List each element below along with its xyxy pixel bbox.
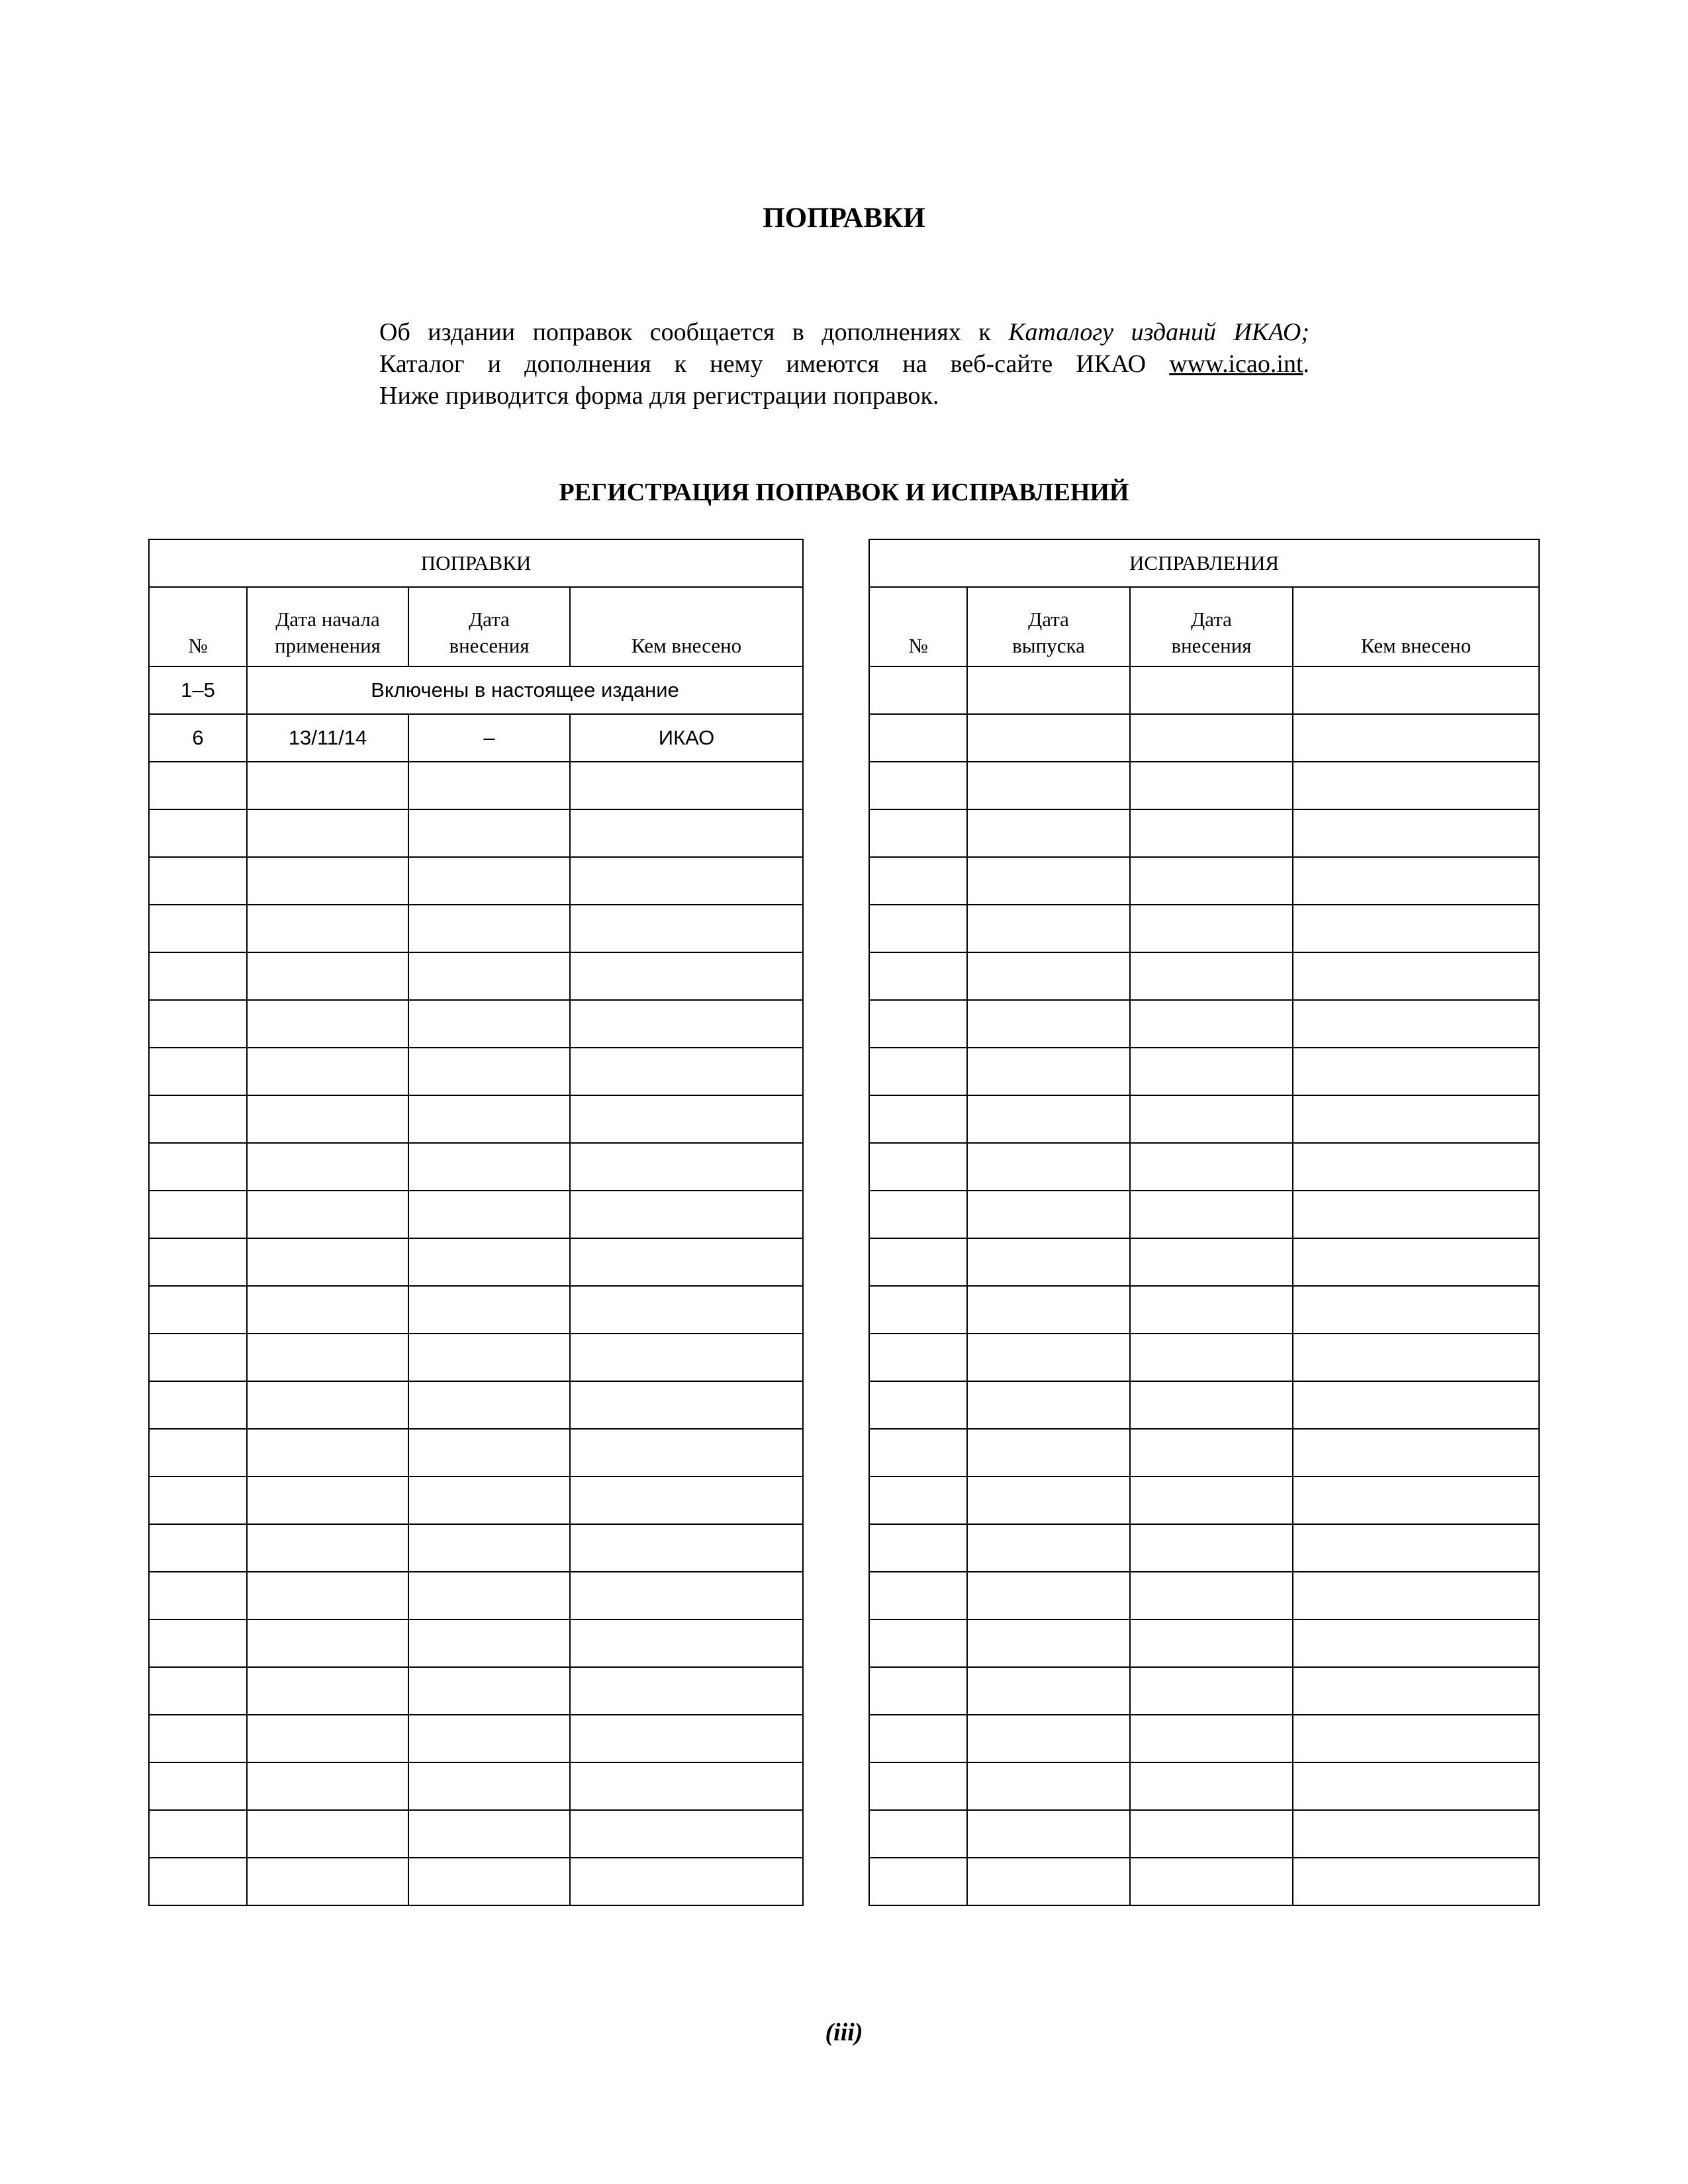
table-cell — [869, 1762, 967, 1810]
table-cell — [570, 1191, 803, 1238]
table-cell — [408, 857, 570, 905]
amendment-column-header — [149, 587, 247, 666]
amendments-table — [148, 539, 804, 1906]
table-cell — [408, 1429, 570, 1477]
table-cell — [247, 857, 408, 905]
table-row — [869, 1334, 1539, 1381]
table-cell — [149, 1858, 247, 1905]
table-cell — [1130, 857, 1293, 905]
table-row — [149, 666, 803, 714]
icao-website-link[interactable]: www.icao.int — [1169, 350, 1303, 378]
column-header-line — [1293, 606, 1538, 633]
intro-line-2 — [379, 348, 1309, 380]
table-cell — [1130, 666, 1293, 714]
table-row — [149, 1762, 803, 1810]
table-cell — [1130, 1619, 1293, 1667]
table-cell — [1130, 1286, 1293, 1334]
table-cell — [967, 809, 1130, 857]
table-cell — [869, 1667, 967, 1715]
table-cell — [570, 857, 803, 905]
table-row — [869, 1095, 1539, 1143]
table-cell — [869, 857, 967, 905]
table-cell — [1130, 1810, 1293, 1858]
table-cell — [570, 1524, 803, 1572]
table-cell — [570, 1858, 803, 1905]
table-row — [869, 762, 1539, 809]
table-cell — [1293, 809, 1539, 857]
table-cell — [1130, 1572, 1293, 1619]
table-cell — [1130, 1429, 1293, 1477]
table-cell — [570, 1477, 803, 1524]
table-cell — [408, 1762, 570, 1810]
table-cell — [869, 666, 967, 714]
table-cell — [967, 1000, 1130, 1048]
table-cell — [967, 666, 1130, 714]
table-cell: 6 — [149, 714, 247, 762]
table-cell — [869, 1619, 967, 1667]
table-cell — [967, 1619, 1130, 1667]
table-cell — [247, 1858, 408, 1905]
table-cell — [869, 809, 967, 857]
table-row — [869, 1858, 1539, 1905]
intro-line-3: Ниже приводится форма для регистрации поправок. — [379, 382, 939, 410]
table-cell — [1130, 714, 1293, 762]
table-cell — [967, 1334, 1130, 1381]
table-row — [149, 857, 803, 905]
corrigendum-column-header — [967, 587, 1130, 666]
table-row — [869, 1667, 1539, 1715]
table-cell — [869, 1715, 967, 1762]
table-cell — [869, 762, 967, 809]
table-cell — [1293, 1619, 1539, 1667]
corrigenda-group-header: ИСПРАВЛЕНИЯ — [869, 539, 1539, 587]
table-row — [149, 1095, 803, 1143]
table-cell — [149, 952, 247, 1000]
table-cell — [408, 1286, 570, 1334]
table-cell — [247, 1191, 408, 1238]
table-cell — [149, 1762, 247, 1810]
table-row — [869, 1477, 1539, 1524]
table-cell — [1293, 1762, 1539, 1810]
table-row — [149, 1524, 803, 1572]
table-cell — [408, 1715, 570, 1762]
table-cell — [408, 1238, 570, 1286]
table-cell — [570, 1143, 803, 1191]
table-cell — [408, 809, 570, 857]
table-cell — [570, 1000, 803, 1048]
table-cell — [149, 1619, 247, 1667]
table-cell — [967, 1143, 1130, 1191]
column-header-line: Дата — [1028, 608, 1069, 631]
table-cell — [869, 952, 967, 1000]
amendment-number-cell: 1–5 — [149, 666, 247, 714]
table-cell — [869, 714, 967, 762]
table-cell — [869, 1810, 967, 1858]
table-cell — [869, 1191, 967, 1238]
table-cell — [1130, 905, 1293, 952]
table-cell — [247, 1762, 408, 1810]
table-cell — [1130, 1095, 1293, 1143]
table-cell — [149, 1524, 247, 1572]
table-cell — [570, 1619, 803, 1667]
table-cell — [967, 1048, 1130, 1095]
column-header-line: Кем внесено — [1360, 634, 1472, 657]
table-cell — [570, 952, 803, 1000]
column-header-line: Дата начала — [275, 608, 380, 631]
table-cell — [149, 1143, 247, 1191]
table-cell: 13/11/14 — [247, 714, 408, 762]
table-cell — [1293, 1143, 1539, 1191]
table-cell — [1293, 1238, 1539, 1286]
table-cell — [570, 1810, 803, 1858]
table-cell — [149, 1381, 247, 1429]
table-row — [869, 1762, 1539, 1810]
table-cell — [1130, 1048, 1293, 1095]
table-cell — [1293, 714, 1539, 762]
table-row — [869, 809, 1539, 857]
table-cell — [247, 1286, 408, 1334]
table-row — [869, 905, 1539, 952]
table-cell — [570, 1715, 803, 1762]
table-cell — [1293, 1381, 1539, 1429]
table-cell — [408, 1619, 570, 1667]
table-cell — [1130, 809, 1293, 857]
table-cell — [869, 1000, 967, 1048]
table-row — [149, 1619, 803, 1667]
table-row — [149, 1715, 803, 1762]
catalog-reference: Каталогу изданий ИКАО; — [1008, 318, 1309, 346]
table-cell — [149, 905, 247, 952]
table-row — [869, 1048, 1539, 1095]
table-cell — [967, 1381, 1130, 1429]
table-cell — [967, 1810, 1130, 1858]
table-cell — [869, 1238, 967, 1286]
table-cell — [247, 1381, 408, 1429]
table-cell — [1130, 762, 1293, 809]
table-cell — [1293, 1810, 1539, 1858]
table-cell — [1130, 1667, 1293, 1715]
table-cell — [1130, 1000, 1293, 1048]
table-cell — [570, 762, 803, 809]
intro-line-1 — [379, 316, 1309, 348]
table-cell — [869, 1048, 967, 1095]
table-cell: – — [408, 714, 570, 762]
table-row — [869, 1191, 1539, 1238]
table-cell — [1130, 1762, 1293, 1810]
table-cell — [247, 1000, 408, 1048]
table-row — [149, 1191, 803, 1238]
column-header-line: внесения — [1171, 634, 1252, 657]
table-cell — [408, 1048, 570, 1095]
table-cell — [967, 1858, 1130, 1905]
table-cell — [149, 1095, 247, 1143]
table-cell — [967, 905, 1130, 952]
table-row — [869, 1238, 1539, 1286]
table-cell — [149, 1334, 247, 1381]
table-cell — [869, 1858, 967, 1905]
table-cell — [247, 905, 408, 952]
table-cell — [1130, 1238, 1293, 1286]
table-cell — [570, 1095, 803, 1143]
column-header-line — [870, 606, 966, 633]
table-cell — [570, 1429, 803, 1477]
table-row — [149, 1429, 803, 1477]
table-cell — [408, 1381, 570, 1429]
table-cell — [408, 1095, 570, 1143]
table-row — [149, 714, 803, 762]
column-header-line: внесения — [449, 634, 530, 657]
section-title: РЕГИСТРАЦИЯ ПОПРАВОК И ИСПРАВЛЕНИЙ — [559, 478, 1129, 506]
table-cell — [247, 1048, 408, 1095]
table-cell — [869, 1524, 967, 1572]
table-cell — [967, 1429, 1130, 1477]
table-cell — [869, 1477, 967, 1524]
table-cell — [869, 1143, 967, 1191]
table-row — [869, 666, 1539, 714]
table-cell — [1293, 1048, 1539, 1095]
table-cell — [869, 1334, 967, 1381]
table-cell — [967, 1191, 1130, 1238]
table-row — [869, 1810, 1539, 1858]
table-row — [149, 1334, 803, 1381]
table-cell — [1293, 1524, 1539, 1572]
table-cell — [570, 1238, 803, 1286]
amendment-column-header — [408, 587, 570, 666]
table-cell — [967, 952, 1130, 1000]
table-cell — [967, 1715, 1130, 1762]
table-cell — [247, 809, 408, 857]
table-cell — [1293, 1429, 1539, 1477]
table-cell — [149, 1000, 247, 1048]
column-header-line: Дата — [1191, 608, 1232, 631]
table-row — [869, 952, 1539, 1000]
table-cell — [1130, 1381, 1293, 1429]
table-row — [149, 1810, 803, 1858]
table-cell — [247, 1143, 408, 1191]
column-header-line: Дата — [469, 608, 510, 631]
table-cell — [1293, 1858, 1539, 1905]
table-cell — [408, 1572, 570, 1619]
table-cell — [869, 1429, 967, 1477]
table-row — [869, 714, 1539, 762]
table-cell — [1293, 1286, 1539, 1334]
table-cell — [408, 1191, 570, 1238]
table-cell — [1293, 1191, 1539, 1238]
table-cell — [869, 905, 967, 952]
table-row — [149, 905, 803, 952]
column-header-line: № — [908, 634, 928, 657]
table-cell — [149, 1667, 247, 1715]
table-row — [149, 1667, 803, 1715]
table-row — [869, 1381, 1539, 1429]
table-cell — [408, 905, 570, 952]
table-row — [149, 1048, 803, 1095]
table-cell — [967, 1477, 1130, 1524]
table-cell — [247, 1095, 408, 1143]
table-cell — [1130, 1477, 1293, 1524]
table-row — [869, 1286, 1539, 1334]
table-row — [869, 1619, 1539, 1667]
table-cell — [149, 1048, 247, 1095]
table-cell — [408, 1524, 570, 1572]
table-row — [869, 1000, 1539, 1048]
amendment-merged-cell: Включены в настоящее издание — [247, 666, 803, 714]
corrigenda-table — [868, 539, 1540, 1906]
table-cell — [869, 1572, 967, 1619]
table-row — [149, 1238, 803, 1286]
table-row — [149, 1000, 803, 1048]
table-cell — [149, 809, 247, 857]
column-header-line — [150, 606, 246, 633]
table-row — [869, 1429, 1539, 1477]
table-cell — [570, 1048, 803, 1095]
table-cell — [570, 1286, 803, 1334]
table-cell — [570, 1762, 803, 1810]
table-cell — [869, 1381, 967, 1429]
table-cell — [1293, 952, 1539, 1000]
corrigendum-column-header — [869, 587, 967, 666]
table-cell — [247, 1810, 408, 1858]
table-cell — [869, 1286, 967, 1334]
table-cell — [149, 762, 247, 809]
table-row — [149, 952, 803, 1000]
table-cell — [1293, 1477, 1539, 1524]
intro-paragraph — [379, 316, 1309, 412]
table-cell — [247, 1238, 408, 1286]
table-cell — [1293, 1667, 1539, 1715]
table-cell — [247, 1572, 408, 1619]
table-cell — [1130, 1334, 1293, 1381]
column-header-line: применения — [275, 634, 381, 657]
column-header-line: выпуска — [1012, 634, 1085, 657]
table-cell — [247, 1477, 408, 1524]
table-cell — [247, 1667, 408, 1715]
amendments-group-header: ПОПРАВКИ — [149, 539, 803, 587]
page-number: (iii) — [825, 2019, 863, 2046]
table-cell — [570, 1667, 803, 1715]
table-cell — [967, 714, 1130, 762]
table-cell — [967, 1095, 1130, 1143]
table-cell — [1293, 666, 1539, 714]
table-row — [869, 1143, 1539, 1191]
table-cell — [408, 1000, 570, 1048]
table-cell — [149, 1572, 247, 1619]
corrigendum-column-header — [1293, 587, 1539, 666]
table-cell — [570, 1381, 803, 1429]
table-cell — [408, 1667, 570, 1715]
amendment-column-header — [570, 587, 803, 666]
column-header-line: Кем внесено — [631, 634, 742, 657]
table-cell — [247, 1429, 408, 1477]
table-cell — [408, 762, 570, 809]
intro-text: Об издании поправок сообщается в дополнениях к — [379, 318, 1009, 346]
intro-text: . — [1303, 350, 1309, 378]
table-cell — [1293, 857, 1539, 905]
table-cell — [247, 952, 408, 1000]
table-cell — [1130, 952, 1293, 1000]
table-cell — [408, 1858, 570, 1905]
table-cell — [1293, 762, 1539, 809]
table-cell — [149, 1810, 247, 1858]
table-cell — [570, 809, 803, 857]
table-cell — [1293, 1715, 1539, 1762]
table-cell — [247, 1334, 408, 1381]
intro-text: Каталог и дополнения к нему имеются на веб-сайте ИКАО — [379, 350, 1170, 378]
table-cell — [1130, 1191, 1293, 1238]
table-cell — [247, 1524, 408, 1572]
table-row — [869, 1715, 1539, 1762]
table-cell — [967, 1524, 1130, 1572]
table-cell — [570, 1572, 803, 1619]
table-cell — [149, 1477, 247, 1524]
table-cell — [1293, 1572, 1539, 1619]
table-row — [869, 857, 1539, 905]
table-cell — [247, 1715, 408, 1762]
table-row — [869, 1572, 1539, 1619]
table-cell — [408, 1334, 570, 1381]
table-row — [149, 809, 803, 857]
amendment-column-header — [247, 587, 408, 666]
table-cell — [149, 1191, 247, 1238]
table-cell — [149, 857, 247, 905]
table-cell — [1130, 1524, 1293, 1572]
table-row — [149, 1572, 803, 1619]
table-row — [149, 1286, 803, 1334]
table-cell — [247, 1619, 408, 1667]
table-cell — [869, 1095, 967, 1143]
table-cell — [1130, 1143, 1293, 1191]
table-row — [149, 762, 803, 809]
table-cell — [570, 1334, 803, 1381]
table-cell — [967, 1238, 1130, 1286]
table-cell — [408, 1810, 570, 1858]
table-cell — [1293, 1095, 1539, 1143]
table-cell — [149, 1715, 247, 1762]
table-cell: ИКАО — [570, 714, 803, 762]
table-cell — [408, 1477, 570, 1524]
table-row — [149, 1143, 803, 1191]
table-cell — [967, 1572, 1130, 1619]
table-cell — [1130, 1715, 1293, 1762]
table-cell — [408, 952, 570, 1000]
table-cell — [1293, 1000, 1539, 1048]
table-cell — [967, 1667, 1130, 1715]
table-row — [149, 1381, 803, 1429]
table-cell — [967, 1286, 1130, 1334]
table-row — [149, 1858, 803, 1905]
table-cell — [1293, 905, 1539, 952]
table-cell — [967, 762, 1130, 809]
table-cell — [149, 1238, 247, 1286]
table-cell — [1130, 1858, 1293, 1905]
table-row — [869, 1524, 1539, 1572]
table-cell — [967, 1762, 1130, 1810]
table-cell — [149, 1286, 247, 1334]
column-header-line — [571, 606, 802, 633]
page-title: ПОПРАВКИ — [763, 203, 925, 234]
table-cell — [247, 762, 408, 809]
table-cell — [408, 1143, 570, 1191]
table-cell — [967, 857, 1130, 905]
column-header-line: № — [188, 634, 208, 657]
table-cell — [1293, 1334, 1539, 1381]
corrigendum-column-header — [1130, 587, 1293, 666]
table-row — [149, 1477, 803, 1524]
table-cell — [149, 1429, 247, 1477]
table-cell — [570, 905, 803, 952]
